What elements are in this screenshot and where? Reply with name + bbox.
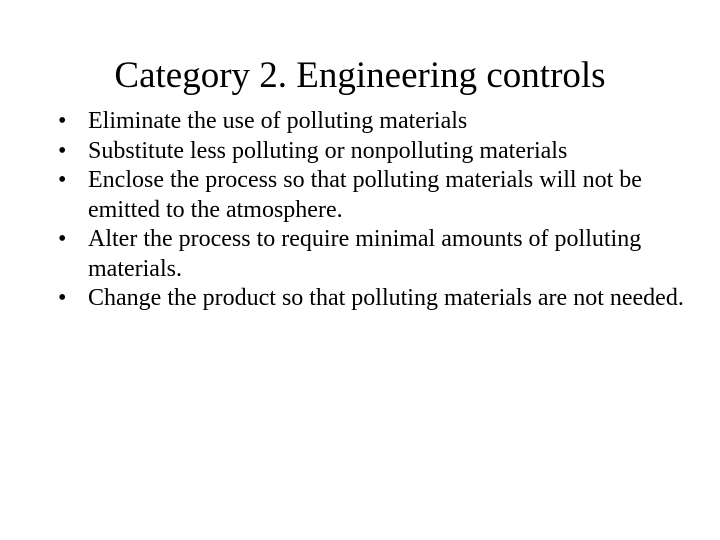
bullet-text: Enclose the process so that polluting materials will not be emitted to the atmosphere. (88, 167, 642, 223)
bullet-icon: • (58, 137, 67, 164)
bullet-icon: • (58, 285, 67, 311)
bullet-text: Change the product so that polluting materials are not needed. (88, 285, 684, 311)
bullet-text: Alter the process to require minimal amounts of polluting materials. (88, 226, 642, 282)
bullet-icon: • (58, 167, 67, 193)
bullet-text: Substitute less polluting or nonpolluting materials (88, 137, 568, 164)
bullet-item (56, 137, 686, 167)
bullet-icon: • (58, 108, 67, 134)
bullet-list (56, 107, 686, 314)
bullet-item (56, 225, 686, 284)
slide-title: Category 2. Engineering controls (114, 55, 606, 96)
bullet-icon: • (58, 226, 67, 252)
bullet-item (56, 107, 686, 137)
bullet-item (56, 284, 686, 314)
bullet-text: Eliminate the use of polluting materials (88, 108, 468, 134)
bullet-item (56, 166, 686, 225)
